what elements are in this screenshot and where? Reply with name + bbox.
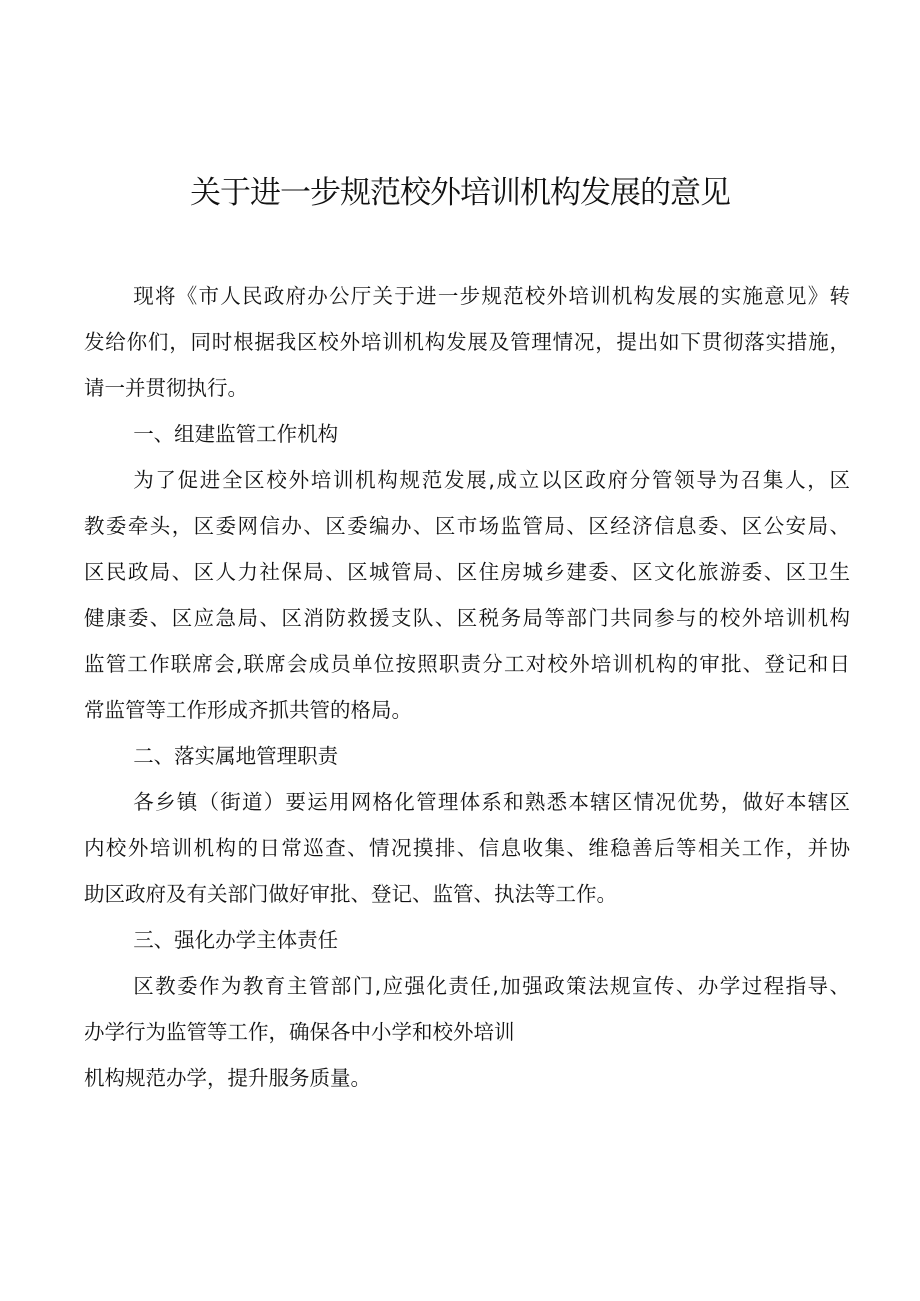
section-1-line-5: 监管工作联席会,联席会成员单位按照职责分工对校外培训机构的审批、登记和日 — [84, 652, 850, 676]
intro-line-3: 请一并贯彻执行。 — [84, 376, 248, 400]
section-1-line-3: 区民政局、区人力社保局、区城管局、区住房城乡建委、区文化旅游委、区卫生 — [84, 560, 850, 584]
section-1-heading: 一、组建监管工作机构 — [133, 422, 339, 446]
intro-paragraph — [84, 273, 850, 411]
section-3-heading: 三、强化办学主体责任 — [133, 928, 339, 952]
document-title: 关于进一步规范校外培训机构发展的意见 — [190, 175, 730, 211]
section-3-line-3: 机构规范办学，提升服务质量。 — [84, 1066, 371, 1090]
section-1-line-6: 常监管等工作形成齐抓共管的格局。 — [84, 698, 412, 722]
section-2-line-1: 各乡镇（街道）要运用网格化管理体系和熟悉本辖区情况优势，做好本辖区 — [133, 790, 850, 814]
section-2-line-2: 内校外培训机构的日常巡查、情况摸排、信息收集、维稳善后等相关工作，并协 — [84, 836, 850, 860]
section-3 — [84, 917, 850, 1101]
section-2-heading: 二、落实属地管理职责 — [133, 744, 339, 768]
section-2 — [84, 733, 850, 917]
section-3-line-1: 区教委作为教育主管部门,应强化责任,加强政策法规宣传、办学过程指导、 — [133, 974, 850, 998]
section-3-line-2: 办学行为监管等工作，确保各中小学和校外培训 — [84, 1020, 515, 1044]
section-1-line-4: 健康委、区应急局、区消防救援支队、区税务局等部门共同参与的校外培训机构 — [84, 606, 850, 630]
document-body — [84, 273, 850, 1101]
section-1-line-2: 教委牵头，区委网信办、区委编办、区市场监管局、区经济信息委、区公安局、 — [84, 514, 850, 538]
intro-line-1: 现将《市人民政府办公厅关于进一步规范校外培训机构发展的实施意见》转 — [133, 284, 850, 308]
section-1-line-1: 为了促进全区校外培训机构规范发展,成立以区政府分管领导为召集人，区 — [133, 468, 850, 492]
section-2-line-3: 助区政府及有关部门做好审批、登记、监管、执法等工作。 — [84, 882, 617, 906]
section-1 — [84, 411, 850, 733]
intro-line-2: 发给你们，同时根据我区校外培训机构发展及管理情况，提出如下贯彻落实措施， — [84, 330, 850, 354]
